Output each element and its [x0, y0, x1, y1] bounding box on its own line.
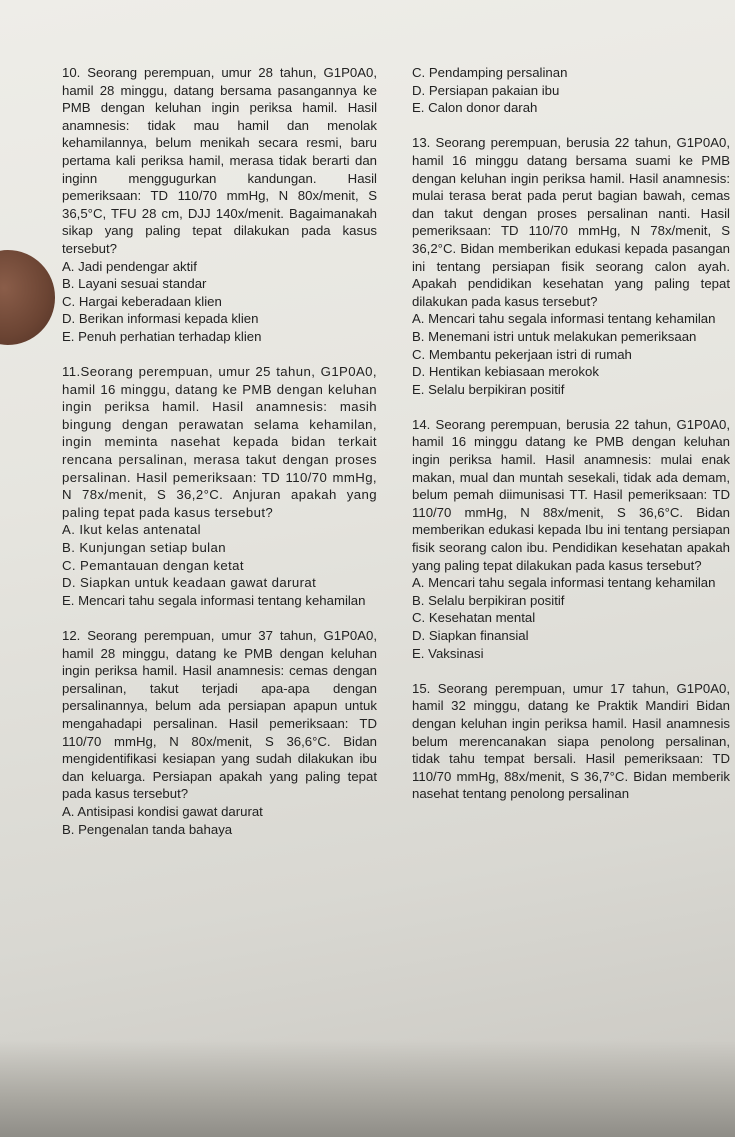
question-13-option-b: B. Menemani istri untuk melakukan pemeriksaan [412, 328, 697, 344]
question-12-option-d: D. Persiapan pakaian ibu [412, 82, 560, 98]
question-14-option-a: A. Mencari tahu segala informasi tentang kehamilan [412, 575, 716, 591]
question-11-option-c: C. Pemantauan dengan ketat [62, 557, 244, 573]
question-13-option-d: D. Hentikan kebiasaan merokok [412, 364, 599, 380]
question-11-option-a: A. Ikut kelas antenatal [62, 522, 201, 538]
left-column [62, 64, 377, 838]
question-14-stem: 14. Seorang perempuan, berusia 22 tahun, G1P0A0, hamil 16 minggu datang ke PMB dengan keluhan ingin periksa hamil. Hasil anamnesis: mulai enak makan, mual dan muntah sesekali, tidak ada demam, belum pemah diimunisasi TT. Hasil pemeriksaan: TD 110/70 mmHg, N 88x/menit, S 36,6°C. Bidan memberikan edukasi kepada Ibu ini tentang persiapan fisik seorang calon ibu. Pendidikan kesehatan apakah yang paling tepat dilakukan pada kasus tersebut? [412, 416, 730, 573]
question-13-stem: 13. Seorang perempuan, berusia 22 tahun, G1P0A0, hamil 16 minggu datang bersama suami ke PMB dengan keluhan ingin periksa hamil. Hasil anamnesis: mulai terasa berat pada perut bagian bawah, cemas dan takut dengan proses persalinan nanti. Hasil pemeriksaan: TD 110/70 mmHg, N 78x/menit, S 36,2°C. Bidan memberikan edukasi kepada pasangan ini tentang persiapan fisik seorang calon ayah. Apakah pendidikan kesehatan yang paling tepat dilakukan pada kasus tersebut? [412, 135, 730, 309]
question-12-option-c: C. Pendamping persalinan [412, 65, 568, 80]
question-10-option-d: D. Berikan informasi kepada klien [62, 311, 259, 327]
page-bottom-shadow [0, 1040, 735, 1137]
question-14-option-d: D. Siapkan finansial [412, 628, 529, 643]
question-11-stem: 11.Seorang perempuan, umur 25 tahun, G1P0A0, hamil 16 minggu, datang ke PMB dengan keluhan ingin periksa hamil. Hasil anamnesis: masih bingung dengan perawatan selama kehamilan, ingin meminta nasehat kepada bidan terkait rencana persalinan, merasa takut dengan proses persalinan. Hasil pemeriksaan: TD 110/70 mmHg, N 78x/menit, S 36,2°C. Anjuran apakah yang paling tepat pada kasus tersebut? [62, 364, 377, 520]
question-10-option-a: A. Jadi pendengar aktif [62, 258, 197, 274]
question-12-option-e: E. Calon donor darah [412, 100, 538, 116]
question-10-stem: 10. Seorang perempuan, umur 28 tahun, G1P0A0, hamil 28 minggu, datang bersama pasangannya ke PMB dengan keluhan ingin periksa hamil. Hasil anamnesis: tidak mau hamil dan menolak kehamilannya, belum menikah secara resmi, baru pertama kali periksa hamil, merasa tidak berarti dan inginn menggugurkan kandungan. Hasil pemeriksaan: TD 110/70 mmHg, N 80x/menit, S 36,5°C, TFU 28 cm, DJJ 140x/menit. Bagaimanakah sikap yang paling tepat dilakukan pada kasus tersebut? [62, 65, 377, 256]
question-11-option-d: D. Siapkan untuk keadaan gawat darurat [62, 575, 317, 591]
question-11-option-b: B. Kunjungan setiap bulan [62, 540, 226, 556]
question-14-option-e: E. Vaksinasi [412, 645, 484, 661]
question-11-option-e: E. Mencari tahu segala informasi tentang kehamilan [62, 592, 366, 608]
right-column [412, 64, 730, 803]
question-10-option-e: E. Penuh perhatian terhadap klien [62, 328, 262, 344]
question-14-option-c: C. Kesehatan mental [412, 610, 536, 626]
question-12-stem: 12. Seorang perempuan, umur 37 tahun, G1P0A0, hamil 28 minggu, datang ke PMB dengan keluhan ingin periksa hamil. Hasil anamnesis: cemas dengan persalinan, takut terjadi apa-apa dengan persalinannya, belum ada persiapan apapun untuk mengahadapi persalinan. Hasil pemeriksaan: TD 110/70 mmHg, N 80x/menit, S 36,6°C. Bidan mengidentifikasi kesiapan yang sudah dilakukan ibu dan keluarga. Persiapan apakah yang paling tepat pada kasus tersebut? [62, 628, 377, 802]
question-14-option-b: B. Selalu berpikiran positif [412, 592, 565, 608]
question-15-stem: 15. Seorang perempuan, umur 17 tahun, G1P0A0, hamil 32 minggu, datang ke Praktik Mandiri Bidan dengan keluhan ingin periksa hamil. Hasil anamnesis belum merencanakan siapa penolong persalinan, tidak tahu tempat bersali. Hasil pemeriksaan: TD 110/70 mmHg, 88x/menit, S 36,7°C. Bidan memberik nasehat tentang penolong persalinan [412, 680, 730, 802]
question-10-option-c: C. Hargai keberadaan klien [62, 293, 222, 309]
question-13-option-e: E. Selalu berpikiran positif [412, 381, 565, 397]
question-13-option-a: A. Mencari tahu segala informasi tentang kehamilan [412, 311, 716, 327]
question-12-option-a: A. Antisipasi kondisi gawat darurat [62, 803, 263, 819]
question-10-option-b: B. Layani sesuai standar [62, 276, 207, 292]
question-12-option-b: B. Pengenalan tanda bahaya [62, 821, 233, 837]
question-13-option-c: C. Membantu pekerjaan istri di rumah [412, 346, 632, 362]
